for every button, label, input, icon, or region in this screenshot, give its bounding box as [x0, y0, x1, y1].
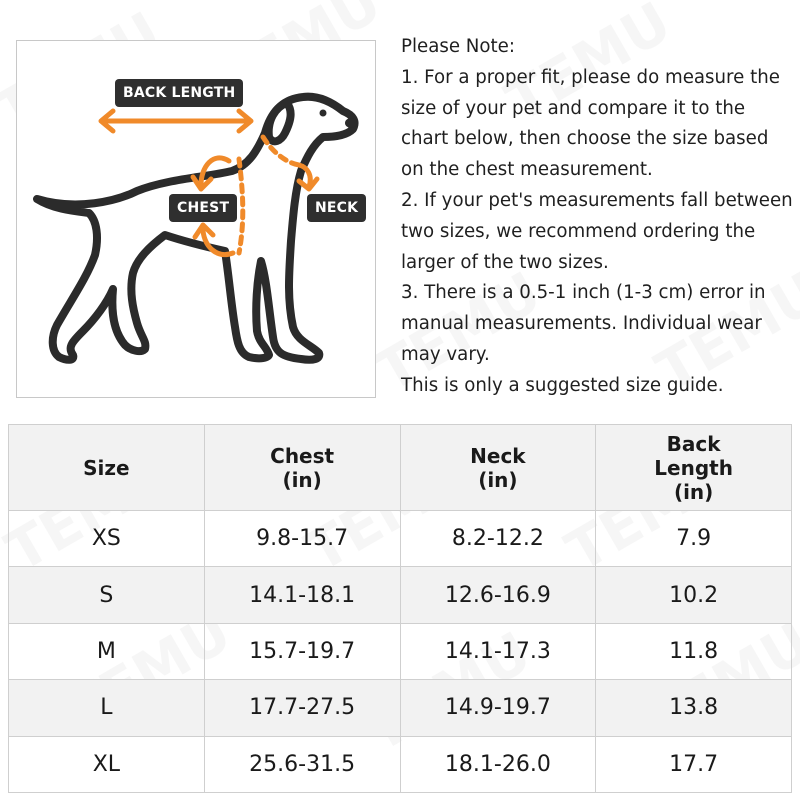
cell-neck: 14.1-17.3 [400, 623, 596, 679]
cell-neck: 12.6-16.9 [400, 567, 596, 623]
neck-label: NECK [307, 194, 366, 222]
note-item: This is only a suggested size guide. [401, 374, 724, 396]
cell-chest: 25.6-31.5 [204, 736, 400, 792]
cell-neck: 18.1-26.0 [400, 736, 596, 792]
note-item: 3. There is a 0.5-1 inch (1-3 cm) error in manual measurements. Individual wear may vary. [401, 282, 766, 365]
cell-neck: 8.2-12.2 [400, 511, 596, 567]
notes-heading: Please Note: [401, 36, 515, 57]
cell-chest: 15.7-19.7 [204, 623, 400, 679]
cell-neck: 14.9-19.7 [400, 680, 596, 736]
size-notes [401, 32, 796, 402]
chest-label: CHEST [169, 194, 237, 222]
cell-size: S [9, 567, 205, 623]
cell-chest: 17.7-27.5 [204, 680, 400, 736]
cell-size: XS [9, 511, 205, 567]
cell-size: XL [9, 736, 205, 792]
back-length-label: BACK LENGTH [115, 79, 243, 107]
cell-chest: 14.1-18.1 [204, 567, 400, 623]
table-row [9, 567, 792, 623]
cell-chest: 9.8-15.7 [204, 511, 400, 567]
cell-back-length: 17.7 [596, 736, 792, 792]
cell-size: M [9, 623, 205, 679]
header-chest: Chest (in) [204, 425, 400, 511]
cell-back-length: 11.8 [596, 623, 792, 679]
table-row [9, 511, 792, 567]
header-size: Size [9, 425, 205, 511]
size-chart-table [8, 424, 792, 793]
dog-measurement-illustration [16, 40, 376, 398]
cell-back-length: 10.2 [596, 567, 792, 623]
table-row [9, 680, 792, 736]
header-back-length: Back Length (in) [596, 425, 792, 511]
note-item: 1. For a proper fit, please do measure the size of your pet and compare it to the chart below, then choose the size based on the chest measurement. [401, 66, 780, 181]
table-row [9, 736, 792, 792]
cell-back-length: 13.8 [596, 680, 792, 736]
header-neck: Neck (in) [400, 425, 596, 511]
note-item: 2. If your pet's measurements fall between two sizes, we recommend ordering the larger of the two sizes. [401, 189, 793, 273]
table-row [9, 623, 792, 679]
table-header-row [9, 425, 792, 511]
cell-back-length: 7.9 [596, 511, 792, 567]
cell-size: L [9, 680, 205, 736]
